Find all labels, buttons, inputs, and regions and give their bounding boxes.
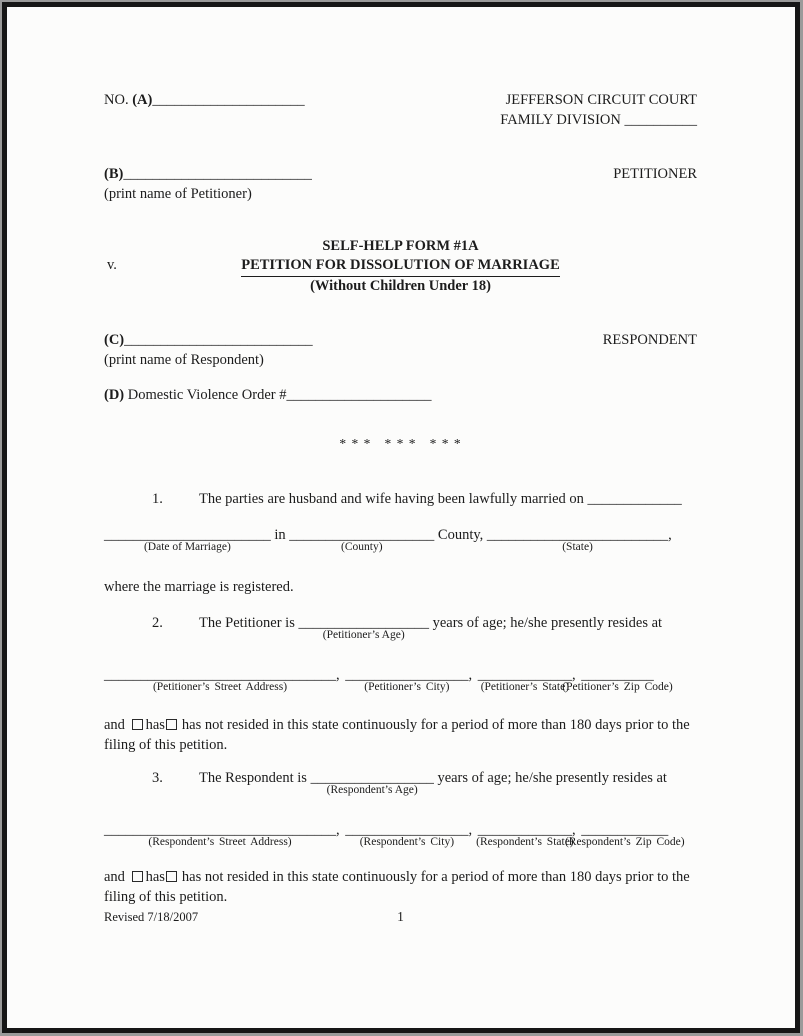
para2-has-not-text: has not resided in this state continuously for a period of more than 180 days prior to the filing of this petition. xyxy=(104,717,690,753)
petitioner-street-field: ________________________________ (Petitioner’s Street Address) xyxy=(104,667,336,693)
para1-line3: where the marriage is registered. xyxy=(104,579,294,595)
dvo-line xyxy=(104,385,697,405)
para2-address-line: ________________________________ (Petitioner’s Street Address) , _________________ (Petitioner’s City) , _____________ (Petitioner’s State) , __________ (Petitioner’s Zip Code) xyxy=(104,667,673,693)
para1-text1: The parties are husband and wife having been lawfully married on xyxy=(199,491,584,507)
para1-in: in xyxy=(274,527,286,543)
marriage-state-field: _________________________ (State) xyxy=(486,527,669,553)
court-name: JEFFERSON CIRCUIT COURT xyxy=(505,92,697,108)
petitioner-has-checkbox xyxy=(132,719,143,730)
petitioner-street-label: (Petitioner’s Street Address) xyxy=(152,681,288,693)
para3-number: 3. xyxy=(152,770,163,786)
para2-text2: years of age; he/she presently resides at xyxy=(432,615,663,631)
court-block xyxy=(500,90,697,130)
section-separator: * * * * * * * * * xyxy=(339,436,462,451)
form-header xyxy=(104,90,697,130)
respondent-name-blank: __________________________ xyxy=(124,332,313,348)
respondent-street-field: ________________________________ (Respondent’s Street Address) xyxy=(104,822,336,848)
page-footer xyxy=(104,907,697,927)
dvo-label: Domestic Violence Order # xyxy=(127,387,287,403)
respondent-has-checkbox xyxy=(132,871,143,882)
para3-residency-line xyxy=(104,867,697,907)
case-no-key: (A) xyxy=(132,92,153,108)
marriage-date-label: (Date of Marriage) xyxy=(143,541,231,553)
petitioner-zip-field: __________ (Petitioner’s Zip Code) xyxy=(562,667,673,693)
form-title-line2: PETITION FOR DISSOLUTION OF MARRIAGE xyxy=(104,256,697,277)
petitioner-state-field: _____________ (Petitioner’s State) xyxy=(477,667,572,693)
marriage-county-label: (County) xyxy=(341,541,383,553)
form-title-line1: SELF-HELP FORM #1A xyxy=(322,238,479,254)
respondent-name-line xyxy=(104,330,313,350)
petitioner-city-field: _________________ (Petitioner’s City) xyxy=(345,667,469,693)
para3-residency-and: and xyxy=(104,869,125,885)
para1-trailing-comma: , xyxy=(668,527,672,543)
petitioner-has-not-checkbox xyxy=(166,719,177,730)
revision-date: Revised 7/18/2007 xyxy=(104,910,199,924)
petitioner-age-field: __________________ (Petitioner’s Age) xyxy=(298,615,429,641)
respondent-row xyxy=(104,330,697,350)
petitioner-row xyxy=(104,164,697,184)
form-content xyxy=(7,7,795,1028)
para3-address-line: ________________________________ (Respondent’s Street Address) , _________________ (Respondent’s City) , _____________ (Respondent’s State) , ____________ (Respondent’s Zip Code) xyxy=(104,822,685,848)
petitioner-zip-label: (Petitioner’s Zip Code) xyxy=(562,681,673,693)
page-number: 1 xyxy=(397,909,404,924)
respondent-city-label: (Respondent’s City) xyxy=(359,836,455,848)
petitioner-age-label: (Petitioner’s Age) xyxy=(322,629,405,641)
para2-text1: The Petitioner is xyxy=(199,615,295,631)
respondent-name-hint: (print name of Respondent) xyxy=(104,352,264,368)
para3-line1 xyxy=(104,768,697,796)
division-label: FAMILY DIVISION xyxy=(500,112,621,128)
dvo-blank: ____________________ xyxy=(286,387,432,403)
petitioner-key: (B) xyxy=(104,166,124,182)
para2-number: 2. xyxy=(152,615,163,631)
para3-has-word: has xyxy=(145,869,165,885)
respondent-key: (C) xyxy=(104,332,125,348)
para1-number: 1. xyxy=(152,491,163,507)
para1-line2 xyxy=(104,525,697,553)
form-title-block xyxy=(104,237,697,296)
respondent-age-field: _________________ (Respondent’s Age) xyxy=(310,770,434,796)
marriage-state-label: (State) xyxy=(562,541,593,553)
para1-line1 xyxy=(104,489,697,509)
petitioner-role-label: PETITIONER xyxy=(613,166,697,182)
respondent-role-label: RESPONDENT xyxy=(602,332,697,348)
respondent-zip-field: ____________ (Respondent’s Zip Code) xyxy=(564,822,685,848)
para1-county-word: County, xyxy=(437,527,484,543)
para2-line1 xyxy=(104,613,697,641)
respondent-city-field: _________________ (Respondent’s City) xyxy=(345,822,469,848)
dvo-key: (D) xyxy=(104,387,125,403)
petitioner-name-hint: (print name of Petitioner) xyxy=(104,186,252,202)
para3-text1: The Respondent is xyxy=(199,770,307,786)
respondent-has-not-checkbox xyxy=(166,871,177,882)
case-number-line xyxy=(104,90,305,110)
case-no-blank: _____________________ xyxy=(152,92,305,108)
para3-text2: years of age; he/she presently resides at xyxy=(437,770,667,786)
para3-has-not-text: has not resided in this state continuously for a period of more than 180 days prior to the filing of this petition. xyxy=(104,869,690,905)
para2-residency-line xyxy=(104,715,697,755)
form-title-line3: (Without Children Under 18) xyxy=(310,278,491,294)
para2-residency-and: and xyxy=(104,717,125,733)
respondent-street-label: (Respondent’s Street Address) xyxy=(148,836,292,848)
page-border-frame xyxy=(2,2,800,1033)
respondent-age-label: (Respondent’s Age) xyxy=(326,784,418,796)
respondent-state-field: _____________ (Respondent’s State) xyxy=(476,822,574,848)
division-line xyxy=(500,110,697,130)
marriage-date-field: _______________________ (Date of Marriage) xyxy=(104,527,271,553)
marriage-date-blank-1: _____________ xyxy=(587,491,682,507)
division-blank: __________ xyxy=(624,112,697,128)
para2-has-word: has xyxy=(145,717,165,733)
versus-label: v. xyxy=(107,257,117,273)
marriage-county-field: ____________________ (County) xyxy=(289,527,435,553)
case-no-label: NO. xyxy=(104,92,129,108)
petitioner-city-label: (Petitioner’s City) xyxy=(364,681,450,693)
petitioner-state-label: (Petitioner’s State) xyxy=(480,681,570,693)
respondent-state-label: (Respondent’s State) xyxy=(476,836,574,848)
respondent-zip-label: (Respondent’s Zip Code) xyxy=(564,836,685,848)
petitioner-name-line xyxy=(104,164,312,184)
petitioner-name-blank: __________________________ xyxy=(123,166,312,182)
